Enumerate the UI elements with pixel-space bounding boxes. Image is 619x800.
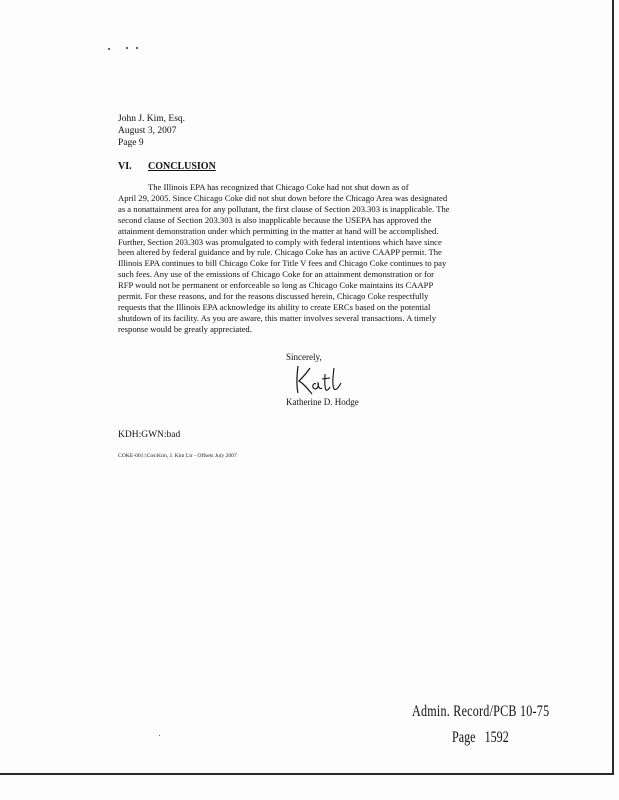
closing: Sincerely, <box>286 352 322 362</box>
scan-border-bottom <box>0 773 614 775</box>
section-number: VI. <box>118 161 132 172</box>
record-page-number: 1592 <box>484 729 509 746</box>
body-line: shutdown of its facility. As you are aware, this matter involves several transactions. A timely <box>118 312 437 323</box>
record-page-stamp <box>452 729 509 747</box>
body-line: permit. For these reasons, and for the reasons discussed herein, Chicago Coke respectfully <box>118 291 429 302</box>
body-line: as a nonattainment area for any pollutant, the first clause of Section 203.303 is inapplicable. The <box>118 203 450 214</box>
letter-page-number: Page 9 <box>118 138 144 148</box>
section-title: CONCLUSION <box>148 161 216 172</box>
record-page-label: Page <box>452 729 476 746</box>
body-line: April 29, 2005. Since Chicago Coke did not shut down before the Chicago Area was designated <box>118 192 448 203</box>
body-line: Illinois EPA continues to bill Chicago Coke for Title V fees and Chicago Coke continues to pay <box>118 258 447 269</box>
scan-speck <box>108 48 110 50</box>
signer-name: Katherine D. Hodge <box>286 397 359 407</box>
body-line: Further, Section 203.303 was promulgated to comply with federal intentions which have since <box>118 236 442 247</box>
letter-date: August 3, 2007 <box>118 126 177 136</box>
admin-record-stamp: Admin. Record/PCB 10-75 <box>412 703 550 720</box>
scan-speck <box>126 47 128 49</box>
document-file-path: COKE-001:\Cos\Kim, J. Kim Ltr - Offsets July 2007 <box>118 453 237 459</box>
handwritten-signature <box>292 362 344 396</box>
letter-header <box>118 113 185 149</box>
section-heading <box>118 161 216 172</box>
body-line: requests that the Illinois EPA acknowledge its ability to create ERCs based on the potential <box>118 301 431 312</box>
conclusion-paragraph <box>118 182 498 335</box>
scan-border-right <box>612 0 614 775</box>
body-line: such fees. Any use of the emissions of Chicago Coke for an attainment demonstration or for <box>118 269 434 280</box>
typist-initials: KDH:GWN:bad <box>118 430 181 440</box>
recipient-name: John J. Kim, Esq. <box>118 114 186 124</box>
body-line: The Illinois EPA has recognized that Chicago Coke had not shut down as of <box>148 182 409 192</box>
body-line: response would be greatly appreciated. <box>118 323 252 334</box>
body-line: attainment demonstration under which permitting in the matter at hand will be accomplished. <box>118 225 439 236</box>
body-line: second clause of Section 203.303 is also inapplicable because the USEPA has approved the <box>118 214 432 225</box>
scan-speck <box>136 47 138 49</box>
body-line: RFP would not be permanent or enforceable so long as Chicago Coke maintains its CAAPP <box>118 280 434 291</box>
scan-speck <box>159 735 160 736</box>
body-line: been altered by federal guidance and by rule. Chicago Coke has an active CAAPP permit. The <box>118 247 442 258</box>
